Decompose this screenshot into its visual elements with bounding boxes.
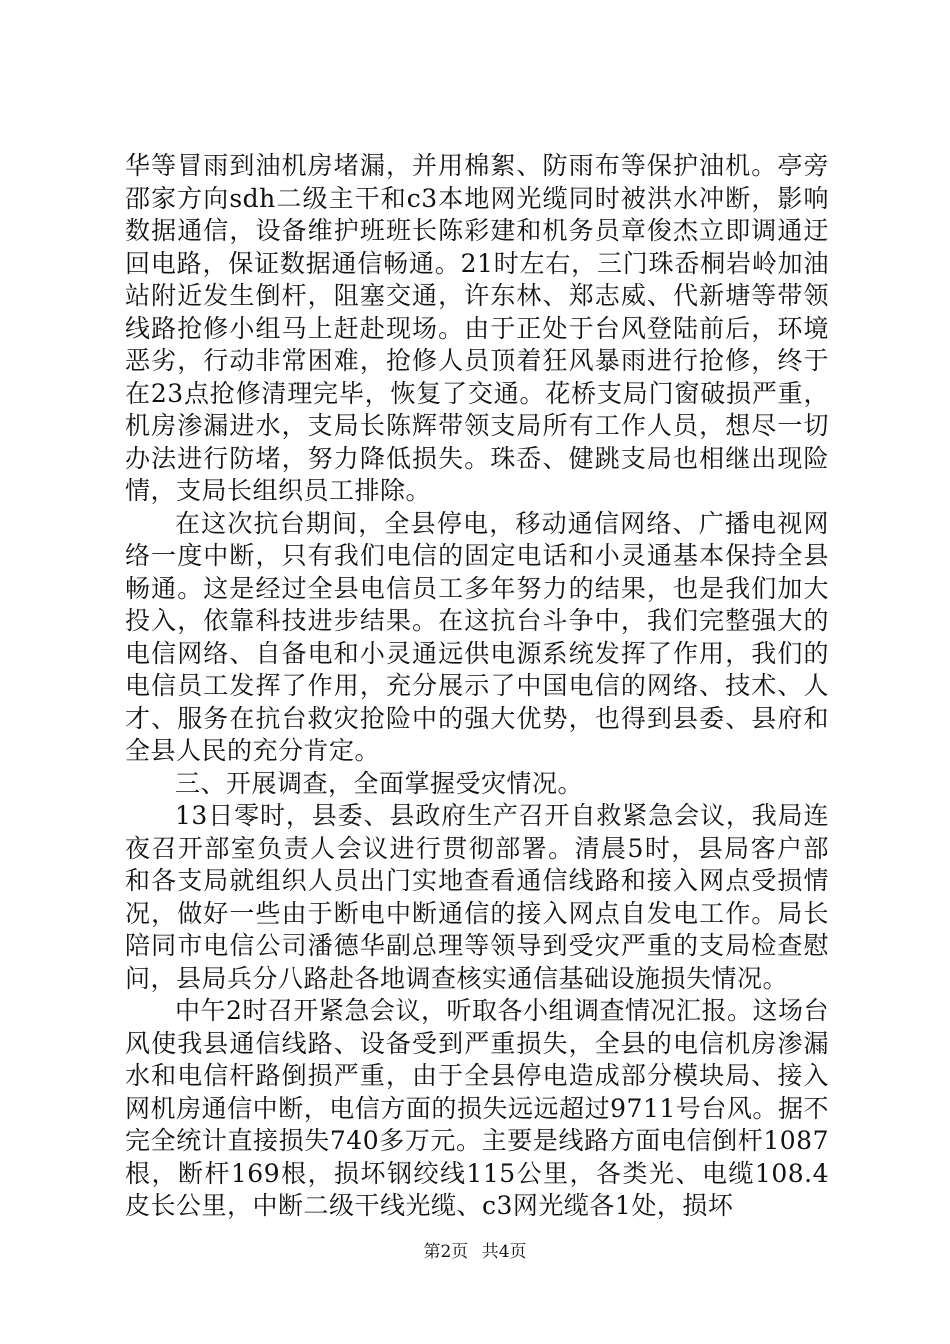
page-footer: [0, 1240, 950, 1264]
paragraph-2: 在这次抗台期间，全县停电，移动通信网络、广播电视网络一度中断，只有我们电信的固定电话和小灵通基本保持全县畅通。这是经过全县电信员工多年努力的结果，也是我们加大投入，依靠科技进步结果。在这抗台斗争中，我们完整强大的电信网络、自备电和小灵通远供电源系统发挥了作用，我们的电信员工发挥了作用，充分展示了中国电信的网络、技术、人才、服务在抗台救灾抢险中的强大优势，也得到县委、县府和全县人民的充分肯定。: [125, 508, 829, 765]
page-total: 共4页: [481, 1242, 527, 1262]
section-heading: 三、开展调查，全面掌握受灾情况。: [175, 768, 584, 798]
paragraph-1: 华等冒雨到油机房堵漏，并用棉絮、防雨布等保护油机。亭旁邵家方向sdh二级主干和c3本地网光缆同时被洪水冲断，影响数据通信，设备维护班班长陈彩建和机务员章俊杰立即调通迂回电路，保证数据通信畅通。21时左右，三门珠岙桐岩岭加油站附近发生倒杆，阻塞交通，许东林、郑志威、代新塘等带领线路抢修小组马上赶赴现场。由于正处于台风登陆前后，环境恶劣，行动非常困难，抢修人员顶着狂风暴雨进行抢修，终于在23点抢修清理完毕，恢复了交通。花桥支局门窗破损严重，机房渗漏进水，支局长陈辉带领支局所有工作人员，想尽一切办法进行防堵，努力降低损失。珠岙、健跳支局也相继出现险情，支局长组织员工排除。: [125, 151, 829, 505]
page-number: 第2页: [423, 1242, 469, 1262]
paragraph-3: 13日零时，县委、县政府生产召开自救紧急会议，我局连夜召开部室负责人会议进行贯彻部署。清晨5时，县局客户部和各支局就组织人员出门实地查看通信线路和接入网点受损情况，做好一些由于断电中断通信的接入网点自发电工作。局长陪同市电信公司潘德华副总理等领导到受灾严重的支局检查慰问，县局兵分八路赴各地调查核实通信基础设施损失情况。: [125, 801, 829, 993]
paragraph-4: 中午2时召开紧急会议，听取各小组调查情况汇报。这场台风使我县通信线路、设备受到严重损失，全县的电信机房渗漏水和电信杆路倒损严重，由于全县停电造成部分模块局、接入网机房通信中断，电信方面的损失远远超过9711号台风。据不完全统计直接损失740多万元。主要是线路方面电信倒杆1087根，断杆169根，损坏钢绞线115公里，各类光、电缆108.4皮长公里，中断二级干线光缆、c3网光缆各1处，损坏: [125, 996, 829, 1220]
document-body: [125, 150, 829, 1223]
